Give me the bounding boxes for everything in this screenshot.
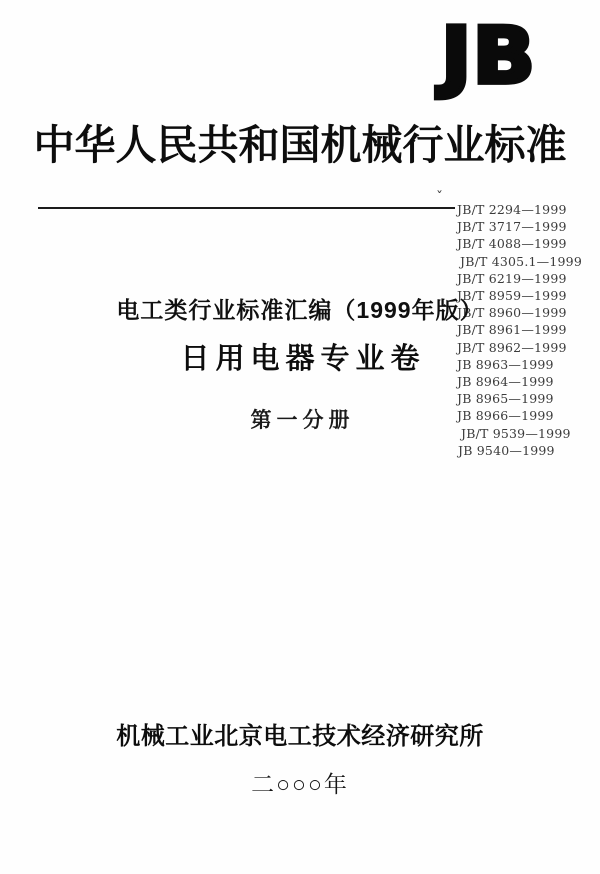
jb-logo: JB xyxy=(440,11,536,102)
standard-number: JB/T 8962—1999 xyxy=(457,339,567,355)
standard-number: JB/T 8959—1999 xyxy=(457,288,567,304)
publication-year: 二○○○年 xyxy=(251,771,349,797)
standard-number: JB/T 3717—1999 xyxy=(457,219,567,235)
standard-number: JB 8965—1999 xyxy=(457,391,554,407)
standard-number: JB/T 6219—1999 xyxy=(457,270,567,286)
standard-number: JB/T 8961—1999 xyxy=(457,322,567,338)
standard-number: JB/T 8960—1999 xyxy=(457,305,567,321)
fascicle-title: 第一分册 xyxy=(250,407,355,432)
volume-title: 日用电器专业卷 xyxy=(180,343,426,375)
standard-number: JB 9540—1999 xyxy=(458,442,555,458)
scan-artifact-mark: ˇ xyxy=(436,190,443,206)
standard-number: JB/T 2294—1999 xyxy=(457,202,567,217)
standard-number: JB 8966—1999 xyxy=(457,408,554,424)
document-title: 中华人民共和国机械行业标准 xyxy=(33,122,567,168)
standard-number: JB 8963—1999 xyxy=(457,356,554,372)
standard-number: JB/T 4088—1999 xyxy=(457,236,567,252)
title-divider-rule xyxy=(38,207,455,209)
publisher-name: 机械工业北京电工技术经济研究所 xyxy=(116,723,484,750)
standard-number: JB/T 4305.1—1999 xyxy=(460,253,582,269)
standard-number: JB/T 9539—1999 xyxy=(461,425,571,441)
compilation-title: 电工类行业标准汇编（1999年版） xyxy=(116,297,484,323)
standard-number: JB 8964—1999 xyxy=(457,374,554,390)
